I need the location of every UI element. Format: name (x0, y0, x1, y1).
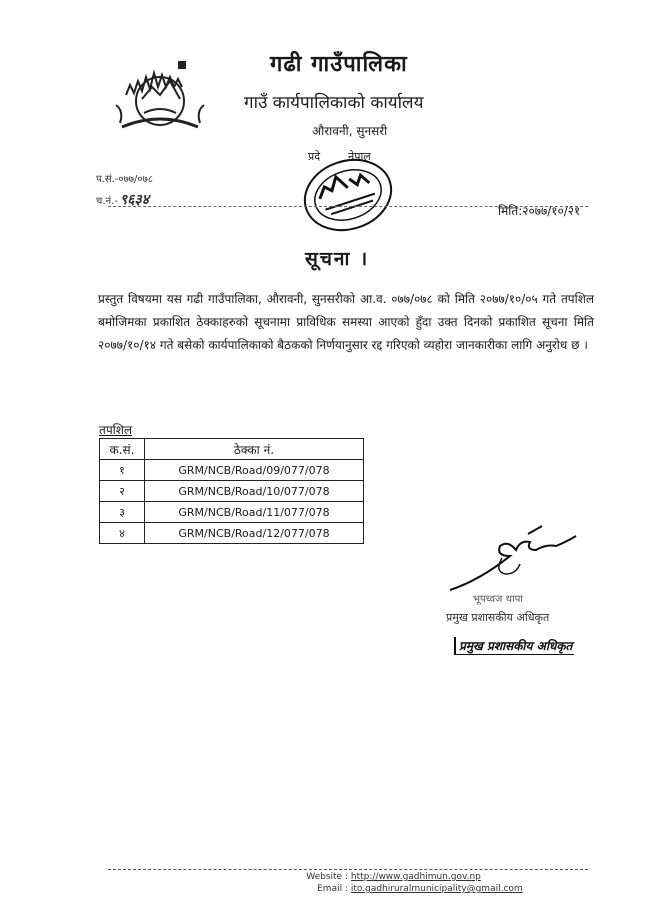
handwritten-signature (444, 510, 604, 600)
table-row (100, 502, 364, 523)
row-contract-no: GRM/NCB/Road/11/077/078 (145, 502, 364, 523)
ps-value: ०७७/०७८ (118, 174, 153, 185)
ps-label: प.सं.- (96, 174, 119, 185)
notice-title: सूचना । (305, 248, 370, 270)
cn-label: च.नं.- (96, 196, 118, 207)
website-label: Website : (306, 872, 348, 882)
province-left-text: प्रदे (308, 150, 321, 163)
row-contract-no: GRM/NCB/Road/12/077/078 (145, 523, 364, 544)
table-row (100, 523, 364, 544)
details-label: तपशिल (99, 423, 133, 437)
office-address: औरावनी, सुनसरी (312, 124, 388, 138)
row-sn: ४ (100, 523, 145, 544)
office-subtitle: गाउँ कार्यपालिकाको कार्यालय (244, 93, 424, 113)
notice-date: मिति:२०७७/१०/२१ (498, 204, 581, 218)
website-link[interactable]: http://www.gadhimun.gov.np (350, 872, 481, 882)
nepal-emblem-logo (112, 55, 208, 147)
row-sn: १ (100, 460, 145, 481)
cn-value: ९६३४ (119, 192, 149, 208)
table-header-row (100, 439, 364, 460)
footer-divider (108, 869, 588, 870)
signatory-title: प्रमुख प्रशासकीय अधिकृत (446, 611, 550, 624)
email-label: Email : (317, 884, 348, 894)
reference-ps (96, 171, 153, 185)
row-contract-no: GRM/NCB/Road/09/077/078 (145, 460, 364, 481)
signatory-stamp: प्रमुख प्रशासकीय अधिकृत (454, 637, 574, 655)
row-contract-no: GRM/NCB/Road/10/077/078 (145, 481, 364, 502)
office-name: गढी गाउँपालिका (270, 52, 408, 77)
table-row (100, 481, 364, 502)
footer-website (270, 872, 481, 882)
column-header-sn: क.सं. (100, 439, 145, 460)
signatory-name: भूपध्वज थापा (473, 594, 523, 605)
office-stamp (298, 150, 398, 240)
table-row (100, 460, 364, 481)
column-header-contract: ठेक्का नं. (145, 439, 364, 460)
notice-body: प्रस्तुत विषयमा यस गढी गाउँपालिका, औरावनी, सुनसरीको आ.व. ०७७/०७८ को मिति २०७७/१०/०५ गते तपशिल बमोजिमका प्रकाशित ठेक्काहरुको सूचनामा प्राविधिक समस्या आएको हुँदा उक्त दिनको प्रकाशित सूचना मिति २०७७/१०/१४ गते बसेको कार्यपालिकाको बैठकको निर्णयानुसार रद्द गरिएको व्यहोरा जानकारीका लागि अनुरोध छ । (98, 292, 594, 352)
province-right-text: नेपाल (348, 150, 371, 163)
row-sn: २ (100, 481, 145, 502)
row-sn: ३ (100, 502, 145, 523)
contract-table (99, 438, 364, 544)
email-link[interactable]: ito.gadhiruralmunicipality@gmail.com (350, 884, 523, 894)
footer-email (270, 884, 523, 894)
